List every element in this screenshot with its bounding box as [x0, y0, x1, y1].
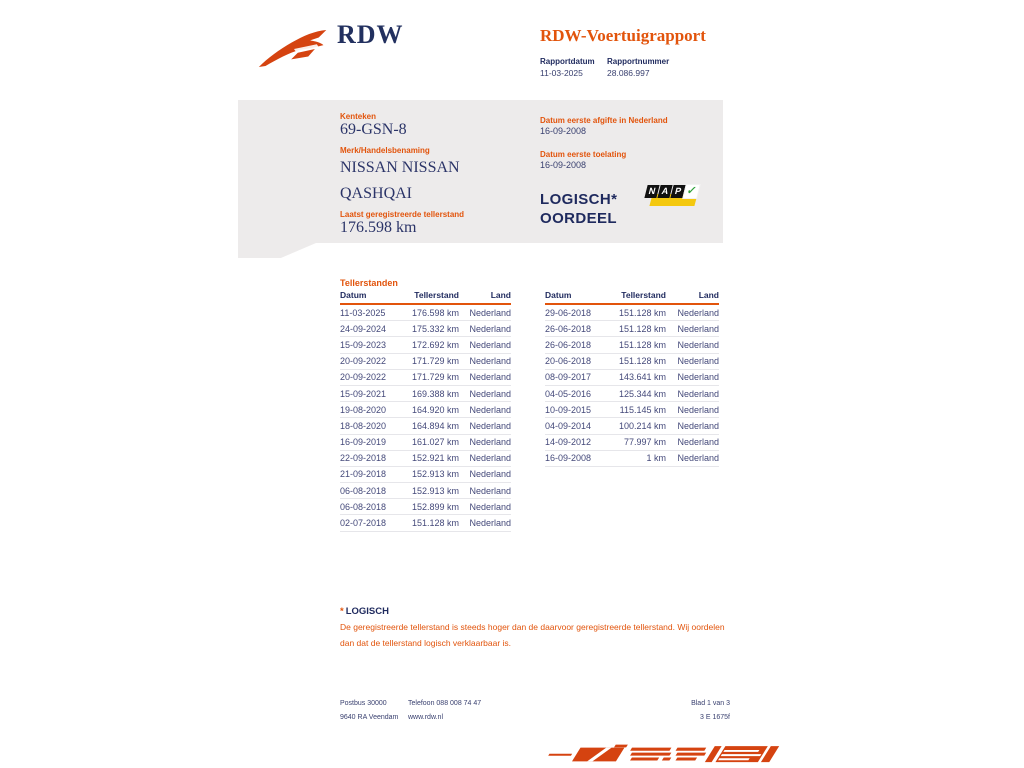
table-cell: 152.913 km: [404, 466, 459, 482]
rdw-logo-text: RDW: [337, 20, 404, 49]
table-cell: 26-06-2018: [545, 321, 609, 337]
table-cell: Nederland: [666, 353, 719, 369]
table-cell: 161.027 km: [404, 434, 459, 450]
footer-address-line1: Postbus 30000: [340, 700, 387, 707]
table-cell: Nederland: [666, 337, 719, 353]
column-header-land: Land: [666, 290, 719, 304]
table-cell: 19-08-2020: [340, 402, 404, 418]
table-cell: 20-09-2022: [340, 369, 404, 385]
table-cell: 15-09-2023: [340, 337, 404, 353]
report-date-value: 11-03-2025: [540, 68, 583, 78]
oordeel-text: [540, 190, 617, 228]
table-cell: 143.641 km: [609, 369, 666, 385]
table-cell: 164.920 km: [404, 402, 459, 418]
table-cell: 11-03-2025: [340, 304, 404, 321]
table-row: [340, 321, 511, 337]
table-cell: Nederland: [459, 321, 511, 337]
table-cell: Nederland: [459, 483, 511, 499]
table-cell: 21-09-2018: [340, 466, 404, 482]
oordeel-line1: LOGISCH*: [540, 191, 618, 208]
table-cell: Nederland: [459, 385, 511, 401]
nap-logo: [646, 185, 700, 209]
table-cell: Nederland: [459, 369, 511, 385]
table-cell: 77.997 km: [609, 434, 666, 450]
eerste-afgifte-label: Datum eerste afgifte in Nederland: [540, 116, 668, 125]
table-row: [545, 369, 719, 385]
table-cell: 16-09-2008: [545, 450, 609, 466]
footer-doc-code: 3 E 1675f: [700, 714, 730, 721]
summary-box-tab: [238, 243, 316, 258]
table-cell: 152.921 km: [404, 450, 459, 466]
column-header-tellerstand: Tellerstand: [609, 290, 666, 304]
table-cell: 176.598 km: [404, 304, 459, 321]
table-row: [545, 402, 719, 418]
table-cell: 18-08-2020: [340, 418, 404, 434]
table-cell: Nederland: [666, 418, 719, 434]
table-cell: 15-09-2021: [340, 385, 404, 401]
table-cell: 16-09-2019: [340, 434, 404, 450]
nap-letter-p: P: [670, 185, 685, 198]
kenteken-value: 69-GSN-8: [340, 121, 407, 138]
table-cell: 04-09-2014: [545, 418, 609, 434]
table-cell: Nederland: [459, 434, 511, 450]
table-cell: 22-09-2018: [340, 450, 404, 466]
rdw-pattern-decoration: [543, 741, 793, 768]
nap-letter-a: A: [657, 185, 672, 198]
footer-phone: Telefoon 088 008 74 47: [408, 700, 482, 707]
table-cell: 08-09-2017: [545, 369, 609, 385]
table-cell: 20-09-2022: [340, 353, 404, 369]
table-cell: Nederland: [666, 369, 719, 385]
column-header-datum: Datum: [545, 290, 609, 304]
table-cell: 152.899 km: [404, 499, 459, 515]
table-cell: 171.729 km: [404, 353, 459, 369]
table-header-row: [545, 290, 719, 304]
document-title: RDW-Voertuigrapport: [540, 26, 706, 45]
merk-label: Merk/Handelsbenaming: [340, 146, 430, 155]
table-cell: 06-08-2018: [340, 499, 404, 515]
table-cell: 24-09-2024: [340, 321, 404, 337]
column-header-land: Land: [459, 290, 511, 304]
footer-page-number: Blad 1 van 3: [691, 700, 730, 707]
table-row: [545, 337, 719, 353]
table-row: [340, 418, 511, 434]
table-cell: 152.913 km: [404, 483, 459, 499]
table-cell: 26-06-2018: [545, 337, 609, 353]
column-header-datum: Datum: [340, 290, 404, 304]
table-cell: 169.388 km: [404, 385, 459, 401]
table-cell: 100.214 km: [609, 418, 666, 434]
report-number-label: Rapportnummer: [607, 57, 670, 66]
table-cell: 151.128 km: [609, 353, 666, 369]
table-cell: 1 km: [609, 450, 666, 466]
nap-checkmark-icon: ✓: [683, 185, 699, 198]
table-row: [545, 321, 719, 337]
table-cell: 164.894 km: [404, 418, 459, 434]
table-cell: 29-06-2018: [545, 304, 609, 321]
table-cell: Nederland: [459, 418, 511, 434]
table-cell: Nederland: [459, 353, 511, 369]
tellerstand-value: 176.598 km: [340, 219, 417, 236]
kenteken-label: Kenteken: [340, 112, 377, 121]
tellerstanden-table-left: [340, 290, 511, 532]
footnote-text: De geregistreerde tellerstand is steeds hoger dan de daarvoor geregistreerde tellerstand. Wij oordelen dan dat de tellerstand logisch verklaarbaar is.: [340, 622, 725, 648]
table-cell: Nederland: [666, 304, 719, 321]
table-cell: 06-08-2018: [340, 483, 404, 499]
report-date-label: Rapportdatum: [540, 57, 595, 66]
eerste-toelating-label: Datum eerste toelating: [540, 150, 627, 159]
table-cell: 151.128 km: [609, 321, 666, 337]
footnote-title-text: LOGISCH: [345, 606, 389, 617]
table-row: [340, 483, 511, 499]
table-row: [340, 499, 511, 515]
oordeel-line2: OORDEEL: [540, 210, 617, 227]
table-row: [340, 515, 511, 531]
table-cell: 171.729 km: [404, 369, 459, 385]
table-row: [545, 353, 719, 369]
table-cell: Nederland: [459, 450, 511, 466]
table-cell: Nederland: [666, 321, 719, 337]
table-row: [340, 466, 511, 482]
table-header-row: [340, 290, 511, 304]
table-cell: 02-07-2018: [340, 515, 404, 531]
table-row: [340, 385, 511, 401]
table-cell: 151.128 km: [609, 304, 666, 321]
table-cell: 125.344 km: [609, 385, 666, 401]
footer-website: www.rdw.nl: [408, 714, 444, 721]
table-row: [340, 434, 511, 450]
footnote-asterisk: *: [340, 606, 344, 617]
table-cell: 172.692 km: [404, 337, 459, 353]
merk-value: NISSAN NISSAN QASHQAI: [340, 159, 460, 202]
table-cell: 115.145 km: [609, 402, 666, 418]
eerste-toelating-value: 16-09-2008: [540, 160, 587, 170]
table-cell: 10-09-2015: [545, 402, 609, 418]
table-cell: Nederland: [459, 515, 511, 531]
nap-letter-n: N: [644, 185, 659, 198]
tellerstanden-table-right: [545, 290, 719, 467]
report-number-value: 28.086.997: [607, 68, 650, 78]
table-cell: Nederland: [459, 304, 511, 321]
table-row: [340, 337, 511, 353]
table-cell: 04-05-2016: [545, 385, 609, 401]
table-cell: 14-09-2012: [545, 434, 609, 450]
table-cell: 175.332 km: [404, 321, 459, 337]
table-cell: 151.128 km: [609, 337, 666, 353]
table-row: [545, 418, 719, 434]
table-row: [340, 450, 511, 466]
table-cell: 20-06-2018: [545, 353, 609, 369]
table-cell: Nederland: [666, 434, 719, 450]
table-cell: 151.128 km: [404, 515, 459, 531]
table-row: [340, 402, 511, 418]
table-row: [545, 304, 719, 321]
table-cell: Nederland: [459, 402, 511, 418]
table-row: [340, 353, 511, 369]
table-row: [340, 369, 511, 385]
tellerstanden-title: Tellerstanden: [340, 278, 398, 288]
footnote-title: [340, 606, 389, 617]
table-row: [545, 385, 719, 401]
tellerstand-label: Laatst geregistreerde tellerstand: [340, 210, 465, 219]
rdw-eagle-logo-icon: [256, 24, 332, 72]
table-row: [545, 434, 719, 450]
vehicle-summary-box: [238, 100, 723, 243]
column-header-tellerstand: Tellerstand: [404, 290, 459, 304]
table-cell: Nederland: [666, 385, 719, 401]
table-cell: Nederland: [666, 402, 719, 418]
footer-address-line2: 9640 RA Veendam: [340, 714, 399, 721]
table-cell: Nederland: [459, 466, 511, 482]
table-cell: Nederland: [666, 450, 719, 466]
table-cell: Nederland: [459, 337, 511, 353]
eerste-afgifte-value: 16-09-2008: [540, 126, 587, 136]
table-row: [340, 304, 511, 321]
table-row: [545, 450, 719, 466]
table-cell: Nederland: [459, 499, 511, 515]
